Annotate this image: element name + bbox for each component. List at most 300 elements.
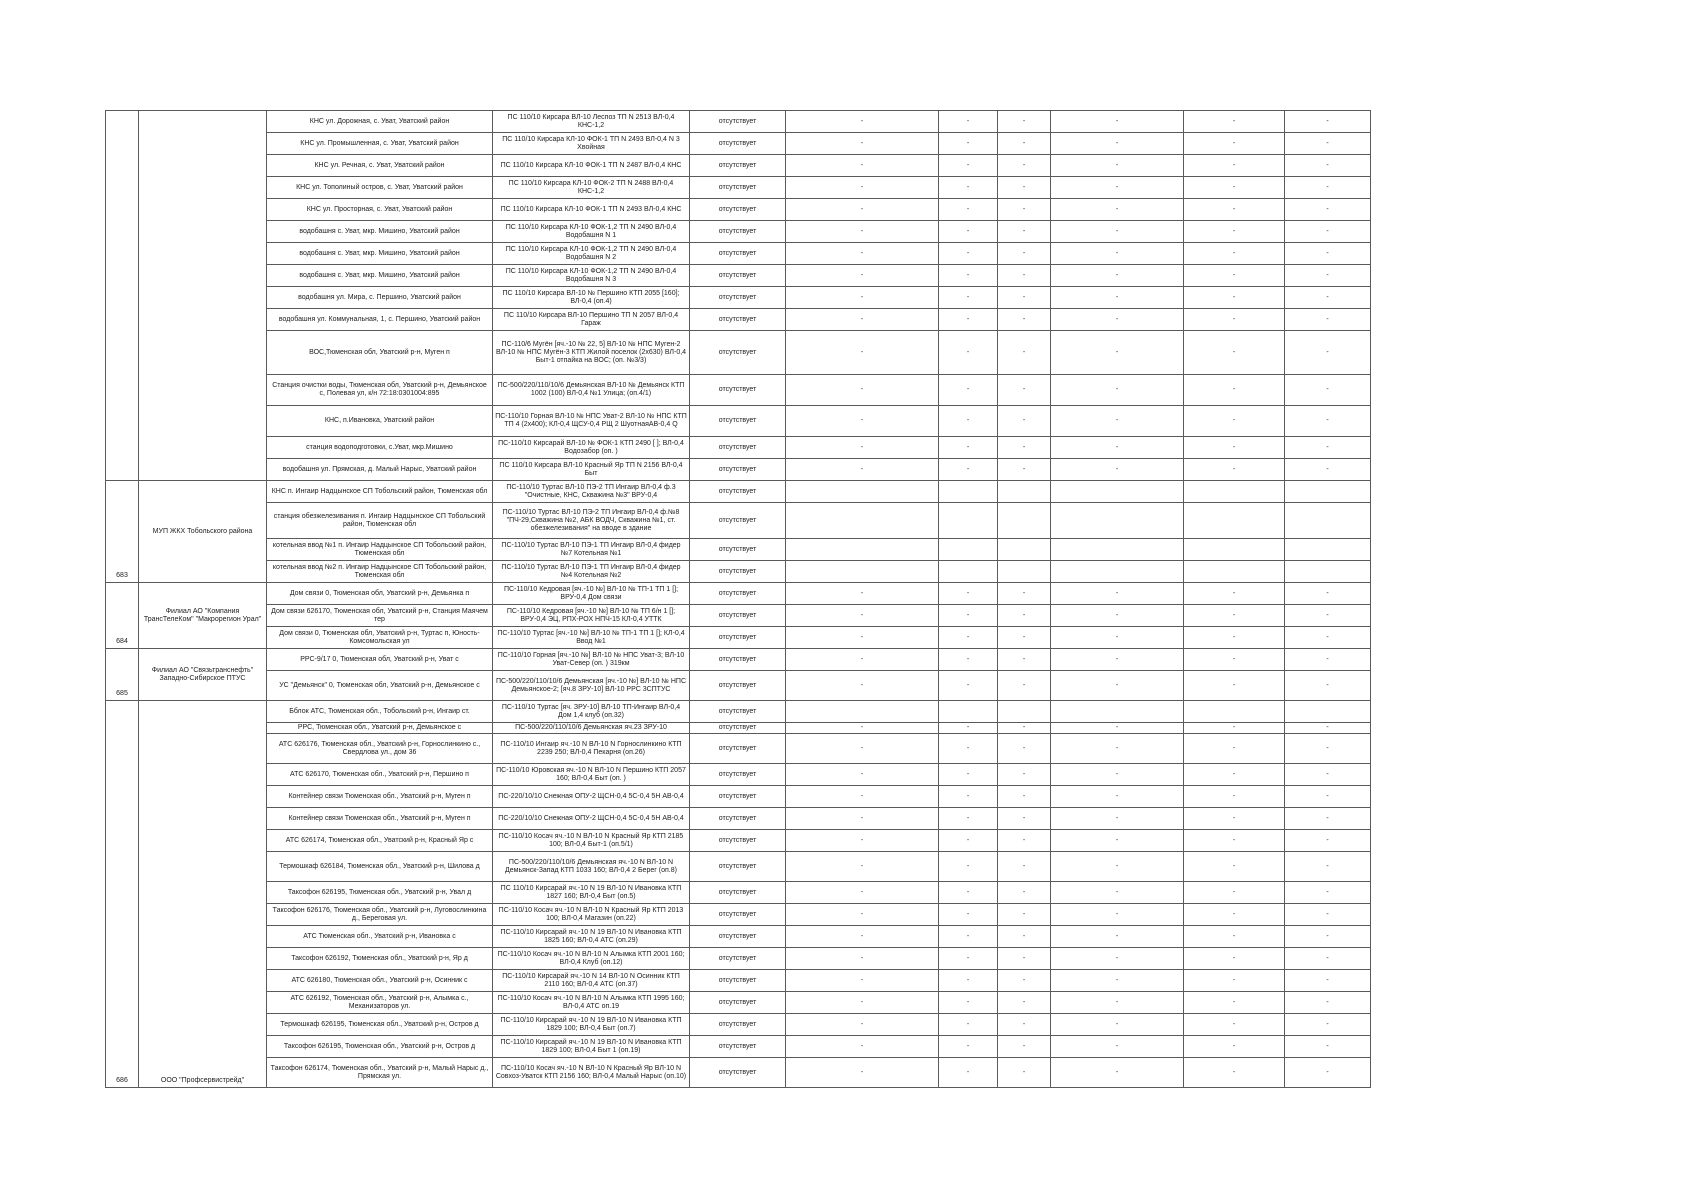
status-value: отсутствует <box>690 723 786 734</box>
extra-value <box>1285 701 1371 723</box>
extra-value: - <box>1184 1058 1285 1088</box>
extra-value: - <box>1184 882 1285 904</box>
status-value: отсутствует <box>690 221 786 243</box>
extra-value: - <box>1285 331 1371 375</box>
extra-value: - <box>786 627 939 649</box>
extra-value: - <box>1285 671 1371 701</box>
extra-value: - <box>998 221 1051 243</box>
table-row <box>106 734 1371 764</box>
status-value: отсутствует <box>690 199 786 221</box>
extra-value <box>1051 561 1184 583</box>
power-source: ПС 110/10 Кирсара ВЛ-10 Першино ТП N 2057 ВЛ-0,4 Гараж <box>493 309 690 331</box>
extra-value: - <box>1285 649 1371 671</box>
power-source: ПС-110/10 Горная [яч.-10 №] ВЛ-10 № НПС Уват-3; ВЛ-10 Уват-Север (оп. ) 319км <box>493 649 690 671</box>
extra-value: - <box>1051 406 1184 437</box>
power-source: ПС-110/10 Косач яч.-10 N ВЛ-10 N Алымка КТП 2001 160; ВЛ-0,4 Клуб (оп.12) <box>493 948 690 970</box>
power-source: ПС-110/6 Мугён [яч.-10 № 22, 5] ВЛ-10 № НПС Муген-2 ВЛ-10 № НПС Мугён-3 КТП Жилой поселок (2х630) ВЛ-0,4 Быт-1 отпайка на ВОС; (оп. №3/3) <box>493 331 690 375</box>
extra-value: - <box>786 852 939 882</box>
extra-value: - <box>1184 1036 1285 1058</box>
extra-value: - <box>1184 287 1285 309</box>
extra-value: - <box>786 331 939 375</box>
extra-value: - <box>1184 177 1285 199</box>
power-source: ПС 110/10 Кирсарай яч.-10 N 19 ВЛ-10 N Ивановка КТП 1827 160; ВЛ-0,4 Быт (оп.5) <box>493 882 690 904</box>
extra-value: - <box>786 605 939 627</box>
extra-value: - <box>786 830 939 852</box>
table-row <box>106 561 1371 583</box>
extra-value <box>939 561 998 583</box>
extra-value: - <box>1285 734 1371 764</box>
extra-value: - <box>1051 459 1184 481</box>
status-value: отсутствует <box>690 583 786 605</box>
extra-value <box>1051 503 1184 539</box>
object-address: Дом связи 0, Тюменская обл, Уватский р-н, Туртас п, Юность-Комсомольская ул <box>267 627 493 649</box>
extra-value: - <box>939 830 998 852</box>
object-address: Таксофон 626195, Тюменская обл., Уватский р-н, Остров д <box>267 1036 493 1058</box>
extra-value: - <box>1051 243 1184 265</box>
object-address: АТС 626170, Тюменская обл., Уватский р-н, Першино п <box>267 764 493 786</box>
extra-value: - <box>1285 970 1371 992</box>
extra-value: - <box>1285 1058 1371 1088</box>
table-row <box>106 701 1371 723</box>
status-value: отсутствует <box>690 561 786 583</box>
table-body <box>106 111 1371 1088</box>
object-address: КНС ул. Просторная, с. Уват, Уватский район <box>267 199 493 221</box>
extra-value: - <box>939 583 998 605</box>
extra-value: - <box>939 265 998 287</box>
extra-value: - <box>939 287 998 309</box>
extra-value: - <box>1184 406 1285 437</box>
table-row <box>106 199 1371 221</box>
extra-value: - <box>786 221 939 243</box>
table-row <box>106 723 1371 734</box>
extra-value: - <box>1184 764 1285 786</box>
extra-value: - <box>998 627 1051 649</box>
object-address: Контейнер связи Тюменская обл., Уватский р-н, Муген п <box>267 808 493 830</box>
power-source: ПС-500/220/110/10/6 Демьянская [яч.-10 №] ВЛ-10 № НПС Демьянское-2; [яч.8 ЗРУ-10] ВЛ-10 РРС 3СПТУС <box>493 671 690 701</box>
table-row <box>106 992 1371 1014</box>
table-row <box>106 671 1371 701</box>
extra-value: - <box>1051 1036 1184 1058</box>
extra-value: - <box>1051 882 1184 904</box>
extra-value: - <box>998 331 1051 375</box>
extra-value: - <box>998 459 1051 481</box>
object-address: КНС, п.Ивановка, Уватский район <box>267 406 493 437</box>
status-value: отсутствует <box>690 155 786 177</box>
extra-value <box>998 503 1051 539</box>
status-value: отсутствует <box>690 948 786 970</box>
extra-value: - <box>939 375 998 406</box>
extra-value: - <box>998 926 1051 948</box>
extra-value: - <box>939 649 998 671</box>
object-address: АТС Тюменская обл., Уватский р-н, Ивановка с <box>267 926 493 948</box>
object-address: РРС, Тюменская обл., Уватский р-н, Демьянское с <box>267 723 493 734</box>
power-source: ПС 110/10 Кирсара ВЛ-10 Леспоз ТП N 2513 ВЛ-0,4 КНС-1,2 <box>493 111 690 133</box>
extra-value <box>1184 561 1285 583</box>
extra-value: - <box>1184 948 1285 970</box>
table-row <box>106 133 1371 155</box>
status-value: отсутствует <box>690 1014 786 1036</box>
extra-value: - <box>939 627 998 649</box>
extra-value: - <box>1184 830 1285 852</box>
extra-value: - <box>786 764 939 786</box>
status-value: отсутствует <box>690 1058 786 1088</box>
status-value: отсутствует <box>690 734 786 764</box>
table-row <box>106 221 1371 243</box>
extra-value: - <box>1051 265 1184 287</box>
extra-value: - <box>1184 155 1285 177</box>
extra-value: - <box>1285 627 1371 649</box>
extra-value: - <box>1184 437 1285 459</box>
extra-value: - <box>1285 1036 1371 1058</box>
extra-value: - <box>998 111 1051 133</box>
extra-value: - <box>1051 437 1184 459</box>
status-value: отсутствует <box>690 852 786 882</box>
extra-value <box>1184 503 1285 539</box>
power-source: ПС 110/10 Кирсара ВЛ-10 № Першино КТП 2055 [160]; ВЛ-0,4 (оп.4) <box>493 287 690 309</box>
extra-value: - <box>998 605 1051 627</box>
extra-value: - <box>786 406 939 437</box>
extra-value: - <box>1285 786 1371 808</box>
object-address: котельная ввод №2 п. Ингаир Надцынское СП Тобольский район, Тюменская обл <box>267 561 493 583</box>
extra-value: - <box>786 287 939 309</box>
status-value: отсутствует <box>690 331 786 375</box>
table-row <box>106 437 1371 459</box>
extra-value: - <box>1285 852 1371 882</box>
extra-value: - <box>939 1036 998 1058</box>
power-source: ПС-500/220/110/10/6 Демьянская яч.-10 N ВЛ-10 N Демьянск-Запад КТП 1033 160; ВЛ-0,4 2 Берег (оп.8) <box>493 852 690 882</box>
extra-value: - <box>1184 309 1285 331</box>
table-row <box>106 852 1371 882</box>
extra-value <box>998 561 1051 583</box>
extra-value: - <box>1051 948 1184 970</box>
power-source: ПС 110/10 Кирсара ВЛ-10 Красный Яр ТП N 2156 ВЛ-0,4 Быт <box>493 459 690 481</box>
extra-value: - <box>786 111 939 133</box>
extra-value: - <box>1184 926 1285 948</box>
extra-value: - <box>1285 243 1371 265</box>
table-row <box>106 808 1371 830</box>
object-address: Таксофон 626192, Тюменская обл., Уватский р-н, Яр д <box>267 948 493 970</box>
table-row <box>106 265 1371 287</box>
power-source: ПС 110/10 Кирсара КЛ-10 ФОК-2 ТП N 2488 ВЛ-0,4 КНС-1,2 <box>493 177 690 199</box>
extra-value <box>1285 503 1371 539</box>
extra-value: - <box>786 734 939 764</box>
extra-value: - <box>786 882 939 904</box>
extra-value: - <box>1184 265 1285 287</box>
extra-value: - <box>786 948 939 970</box>
organization-name <box>139 111 267 481</box>
extra-value: - <box>786 671 939 701</box>
power-source: ПС-500/220/110/10/6 Демьянская ВЛ-10 № Демьянск КТП 1002 (100) ВЛ-0,4 №1 Улица; (оп.4/1) <box>493 375 690 406</box>
extra-value: - <box>998 992 1051 1014</box>
extra-value: - <box>1285 199 1371 221</box>
object-address: станция обезжелезивания п. Ингаир Надцынское СП Тобольский район, Тюменская обл <box>267 503 493 539</box>
extra-value: - <box>1285 177 1371 199</box>
extra-value: - <box>1184 992 1285 1014</box>
power-source: ПС-110/10 Косач яч.-10 N ВЛ-10 N Красный Яр ВЛ-10 N Совхоз-Уватск КТП 2156 160; ВЛ-0,4 Малый Нарыс (оп.10) <box>493 1058 690 1088</box>
object-address: Таксофон 626176, Тюменская обл., Уватский р-н, Луговослинкина д., Береговая ул. <box>267 904 493 926</box>
extra-value: - <box>786 309 939 331</box>
extra-value: - <box>939 199 998 221</box>
extra-value: - <box>939 926 998 948</box>
row-number: 686 <box>106 701 139 1088</box>
extra-value: - <box>786 583 939 605</box>
extra-value: - <box>1051 199 1184 221</box>
extra-value <box>939 481 998 503</box>
extra-value <box>939 503 998 539</box>
power-source: ПС-110/10 Кирсарай яч.-10 N 14 ВЛ-10 N Осинник КТП 2110 160; ВЛ-0,4 АТС (оп.37) <box>493 970 690 992</box>
extra-value: - <box>786 723 939 734</box>
object-address: АТС 626174, Тюменская обл., Уватский р-н, Красный Яр с <box>267 830 493 852</box>
extra-value <box>1184 701 1285 723</box>
extra-value: - <box>1184 786 1285 808</box>
power-source: ПС 110/10 Кирсара КЛ-10 ФОК-1 ТП N 2493 ВЛ-0,4 КНС <box>493 199 690 221</box>
table-row <box>106 605 1371 627</box>
power-source: ПС-110/10 Косач яч.-10 N ВЛ-10 N Красный Яр КТП 2013 100; ВЛ-0,4 Магазин (оп.22) <box>493 904 690 926</box>
status-value: отсутствует <box>690 437 786 459</box>
table-row <box>106 459 1371 481</box>
row-number: 684 <box>106 583 139 649</box>
extra-value: - <box>939 904 998 926</box>
table-row <box>106 503 1371 539</box>
table-row <box>106 970 1371 992</box>
extra-value: - <box>998 1058 1051 1088</box>
extra-value: - <box>939 605 998 627</box>
object-address: АТС 626192, Тюменская обл., Уватский р-н, Алымка с., Механизаторов ул. <box>267 992 493 1014</box>
extra-value: - <box>786 904 939 926</box>
extra-value: - <box>786 992 939 1014</box>
extra-value: - <box>939 734 998 764</box>
extra-value: - <box>1184 221 1285 243</box>
extra-value: - <box>1051 309 1184 331</box>
table-row <box>106 111 1371 133</box>
extra-value <box>998 481 1051 503</box>
extra-value: - <box>1051 287 1184 309</box>
power-source: ПС-110/10 Кедровая [яч.-10 №] ВЛ-10 № ТП-1 ТП 1 []; ВРУ-0,4 Дом связи <box>493 583 690 605</box>
extra-value: - <box>939 852 998 882</box>
table-row <box>106 287 1371 309</box>
extra-value: - <box>786 177 939 199</box>
extra-value <box>1285 481 1371 503</box>
extra-value: - <box>1285 723 1371 734</box>
extra-value <box>1051 701 1184 723</box>
table-row <box>106 539 1371 561</box>
power-source: ПС-110/10 Кирсарай яч.-10 N 19 ВЛ-10 N Ивановка КТП 1829 100; ВЛ-0,4 Быт 1 (оп.19) <box>493 1036 690 1058</box>
extra-value: - <box>939 111 998 133</box>
extra-value: - <box>939 331 998 375</box>
extra-value: - <box>998 583 1051 605</box>
extra-value <box>786 503 939 539</box>
object-address: водобашня ул. Коммунальная, 1, с. Першино, Уватский район <box>267 309 493 331</box>
extra-value: - <box>1051 221 1184 243</box>
extra-value: - <box>998 243 1051 265</box>
extra-value <box>939 539 998 561</box>
table-row <box>106 1014 1371 1036</box>
status-value: отсутствует <box>690 481 786 503</box>
extra-value: - <box>1051 649 1184 671</box>
extra-value: - <box>1184 970 1285 992</box>
extra-value: - <box>1184 723 1285 734</box>
table-row <box>106 948 1371 970</box>
organization-name: МУП ЖКХ Тобольского района <box>139 481 267 583</box>
extra-value: - <box>1285 583 1371 605</box>
extra-value: - <box>1051 111 1184 133</box>
extra-value: - <box>939 948 998 970</box>
status-value: отсутствует <box>690 786 786 808</box>
extra-value: - <box>939 808 998 830</box>
status-value: отсутствует <box>690 133 786 155</box>
status-value: отсутствует <box>690 808 786 830</box>
extra-value: - <box>786 437 939 459</box>
object-address: КНС ул. Промышленная, с. Уват, Уватский район <box>267 133 493 155</box>
table-row <box>106 1036 1371 1058</box>
power-source: ПС-220/10/10 Снежная ОПУ-2 ЩСН-0,4 5С-0,4 5Н АВ-0,4 <box>493 786 690 808</box>
power-source: ПС-110/10 Туртас ВЛ-10 ПЭ-2 ТП Ингаир ВЛ-0,4 ф.3 "Очистные, КНС, Скважина №3" ВРУ-0,4 <box>493 481 690 503</box>
extra-value: - <box>939 786 998 808</box>
extra-value: - <box>1285 155 1371 177</box>
extra-value: - <box>1184 649 1285 671</box>
extra-value: - <box>1184 808 1285 830</box>
status-value: отсутствует <box>690 375 786 406</box>
extra-value: - <box>998 287 1051 309</box>
object-address: котельная ввод №1 п. Ингаир Надцынское СП Тобольский район, Тюменская обл <box>267 539 493 561</box>
status-value: отсутствует <box>690 605 786 627</box>
extra-value: - <box>998 375 1051 406</box>
extra-value: - <box>998 671 1051 701</box>
extra-value: - <box>939 406 998 437</box>
status-value: отсутствует <box>690 111 786 133</box>
extra-value <box>1285 539 1371 561</box>
organization-name: Филиал АО "Компания ТрансТелеКом" "Макрорегион Урал" <box>139 583 267 649</box>
extra-value: - <box>1184 583 1285 605</box>
extra-value: - <box>1285 764 1371 786</box>
extra-value: - <box>1051 904 1184 926</box>
extra-value: - <box>1051 583 1184 605</box>
extra-value: - <box>1051 734 1184 764</box>
status-value: отсутствует <box>690 177 786 199</box>
power-source: ПС 110/10 Кирсара КЛ-10 ФОК-1,2 ТП N 2490 ВЛ-0,4 Водобашня N 3 <box>493 265 690 287</box>
extra-value: - <box>786 926 939 948</box>
extra-value: - <box>1285 309 1371 331</box>
power-source: ПС-220/10/10 Снежная ОПУ-2 ЩСН-0,4 5С-0,4 5Н АВ-0,4 <box>493 808 690 830</box>
extra-value <box>786 701 939 723</box>
table-row <box>106 830 1371 852</box>
table-row <box>106 155 1371 177</box>
extra-value <box>786 561 939 583</box>
extra-value: - <box>1184 375 1285 406</box>
object-address: водобашня ул. Прямская, д. Малый Нарыс, Уватский район <box>267 459 493 481</box>
extra-value: - <box>998 970 1051 992</box>
extra-value: - <box>786 970 939 992</box>
extra-value: - <box>998 155 1051 177</box>
table-row <box>106 583 1371 605</box>
extra-value: - <box>1285 459 1371 481</box>
extra-value: - <box>998 309 1051 331</box>
organization-name: Филиал АО "Связьтранснефть" Западно-Сибирское ПТУС <box>139 649 267 701</box>
extra-value: - <box>1184 852 1285 882</box>
object-address: Бблок АТС, Тюменская обл., Тобольский р-н, Ингаир ст. <box>267 701 493 723</box>
extra-value: - <box>1285 830 1371 852</box>
extra-value: - <box>939 437 998 459</box>
power-source: ПС-110/10 Кедровая [яч.-10 №] ВЛ-10 № ТП 6/н 1 []; ВРУ-0,4 ЭЦ, РПХ-РОХ НПЧ-15 КЛ-0,4 УТТК <box>493 605 690 627</box>
power-source: ПС-110/10 Ингаир яч.-10 N ВЛ-10 N Горнослинкино КТП 2239 250; ВЛ-0,4 Пекарня (оп.26) <box>493 734 690 764</box>
power-source: ПС-110/10 Туртас [яч.-10 №] ВЛ-10 № ТП-1 ТП 1 []; КЛ-0,4 Ввод №1 <box>493 627 690 649</box>
extra-value: - <box>786 265 939 287</box>
table-row <box>106 177 1371 199</box>
extra-value: - <box>786 786 939 808</box>
object-address: УС "Демьянск" 0, Тюменская обл, Уватский р-н, Демьянское с <box>267 671 493 701</box>
power-source: ПС-110/10 Косач яч.-10 N ВЛ-10 N Красный Яр КТП 2185 100; ВЛ-0,4 Быт-1 (оп.5/1) <box>493 830 690 852</box>
table-row <box>106 882 1371 904</box>
extra-value: - <box>1051 155 1184 177</box>
extra-value: - <box>786 155 939 177</box>
table-row <box>106 481 1371 503</box>
extra-value: - <box>1285 926 1371 948</box>
object-address: КНС ул. Речная, с. Уват, Уватский район <box>267 155 493 177</box>
status-value: отсутствует <box>690 459 786 481</box>
extra-value: - <box>1051 1014 1184 1036</box>
extra-value: - <box>1051 852 1184 882</box>
extra-value: - <box>1051 830 1184 852</box>
object-address: Дом связи 0, Тюменская обл, Уватский р-н, Демьянка п <box>267 583 493 605</box>
extra-value <box>786 539 939 561</box>
table-row <box>106 627 1371 649</box>
object-address: Термошкаф 626195, Тюменская обл., Уватский р-н, Остров д <box>267 1014 493 1036</box>
table-row <box>106 375 1371 406</box>
extra-value: - <box>939 309 998 331</box>
extra-value: - <box>998 406 1051 437</box>
extra-value: - <box>998 786 1051 808</box>
status-value: отсутствует <box>690 406 786 437</box>
extra-value: - <box>939 155 998 177</box>
extra-value: - <box>998 437 1051 459</box>
extra-value: - <box>939 1014 998 1036</box>
power-source: ПС-110/10 Кирсарай яч.-10 N 19 ВЛ-10 N Ивановка КТП 1825 160; ВЛ-0,4 АТС (оп.29) <box>493 926 690 948</box>
extra-value: - <box>1285 808 1371 830</box>
extra-value: - <box>1184 243 1285 265</box>
extra-value: - <box>1285 406 1371 437</box>
extra-value: - <box>939 459 998 481</box>
extra-value: - <box>998 764 1051 786</box>
extra-value: - <box>939 177 998 199</box>
power-source: ПС 110/10 Кирсара КЛ-10 ФОК-1,2 ТП N 2490 ВЛ-0,4 Водобашня N 1 <box>493 221 690 243</box>
power-source: ПС-500/220/110/10/6 Демьянская яч.23 ЗРУ-10 <box>493 723 690 734</box>
extra-value: - <box>998 265 1051 287</box>
power-source: ПС 110/10 Кирсара КЛ-10 ФОК-1 ТП N 2487 ВЛ-0,4 КНС <box>493 155 690 177</box>
power-source: ПС 110/10 Кирсара КЛ-10 ФОК-1,2 ТП N 2490 ВЛ-0,4 Водобашня N 2 <box>493 243 690 265</box>
extra-value: - <box>998 948 1051 970</box>
extra-value: - <box>786 1036 939 1058</box>
power-source: ПС 110/10 Кирсара КЛ-10 ФОК-1 ТП N 2493 ВЛ-0,4 N 3 Хвойная <box>493 133 690 155</box>
extra-value: - <box>1051 177 1184 199</box>
extra-value: - <box>939 133 998 155</box>
extra-value: - <box>939 723 998 734</box>
extra-value: - <box>1285 992 1371 1014</box>
extra-value: - <box>1285 1014 1371 1036</box>
object-address: водобашня ул. Мира, с. Першино, Уватский район <box>267 287 493 309</box>
extra-value <box>998 701 1051 723</box>
extra-value: - <box>1184 199 1285 221</box>
extra-value: - <box>998 830 1051 852</box>
table-row <box>106 649 1371 671</box>
table-row <box>106 406 1371 437</box>
status-value: отсутствует <box>690 627 786 649</box>
power-source: ПС-110/10 Юровская яч.-10 N ВЛ-10 N Першино КТП 2057 160; ВЛ-0,4 Быт (оп. ) <box>493 764 690 786</box>
extra-value <box>1184 481 1285 503</box>
status-value: отсутствует <box>690 992 786 1014</box>
status-value: отсутствует <box>690 287 786 309</box>
extra-value <box>1184 539 1285 561</box>
extra-value <box>786 481 939 503</box>
